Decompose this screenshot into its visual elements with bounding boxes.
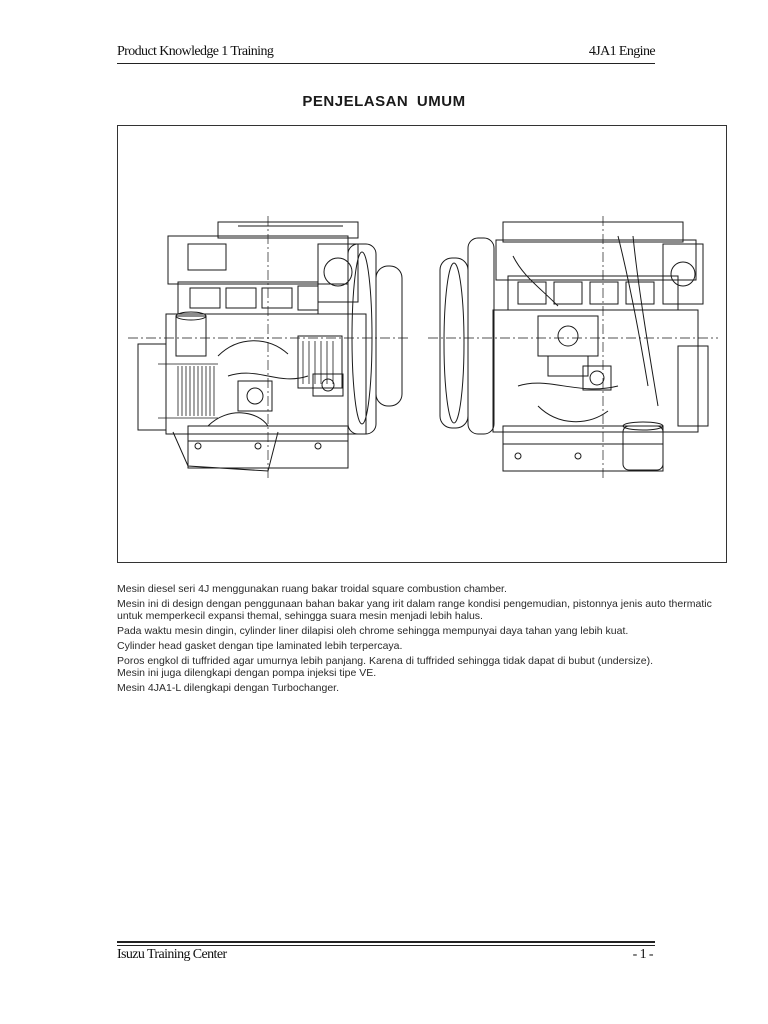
paragraph: Cylinder head gasket dengan tipe laminated lebih terpercaya. xyxy=(117,640,403,652)
paragraph: Mesin ini di design dengan penggunaan bahan bakar yang irit dalam range kondisi pengemudian, pistonnya jenis auto thermatic untuk memperkecil expansi themal, sehingga suara mesin menjadi lebih halus. xyxy=(117,598,712,622)
header-engine-model: 4JA1 Engine xyxy=(588,44,655,59)
paragraph: Mesin ini juga dilengkapi dengan pompa injeksi tipe VE. xyxy=(117,667,377,679)
page-number: - 1 - xyxy=(632,947,653,962)
description-text xyxy=(117,583,737,697)
paragraph: Poros engkol di tuffrided agar umurnya lebih panjang. Karena di tuffrided sehingga tidak dapat di bubut (undersize). xyxy=(117,655,654,667)
engine-figure xyxy=(117,125,727,563)
page-title: PENJELASAN UMUM xyxy=(302,93,466,110)
footer-rule-thin xyxy=(117,945,655,946)
engine-left-drawing xyxy=(128,216,408,481)
header-rule xyxy=(117,63,655,64)
engine-right-drawing xyxy=(428,216,718,481)
paragraph: Mesin 4JA1-L dilengkapi dengan Turbochanger. xyxy=(117,682,340,694)
footer-organization: Isuzu Training Center xyxy=(117,947,227,962)
footer-rule xyxy=(117,941,655,943)
header-title: Product Knowledge 1 Training xyxy=(117,44,274,59)
paragraph: Mesin diesel seri 4J menggunakan ruang bakar troidal square combustion chamber. xyxy=(117,583,507,595)
paragraph: Pada waktu mesin dingin, cylinder liner dilapisi oleh chrome sehingga mempunyai daya tahan yang lebih kuat. xyxy=(117,625,629,637)
